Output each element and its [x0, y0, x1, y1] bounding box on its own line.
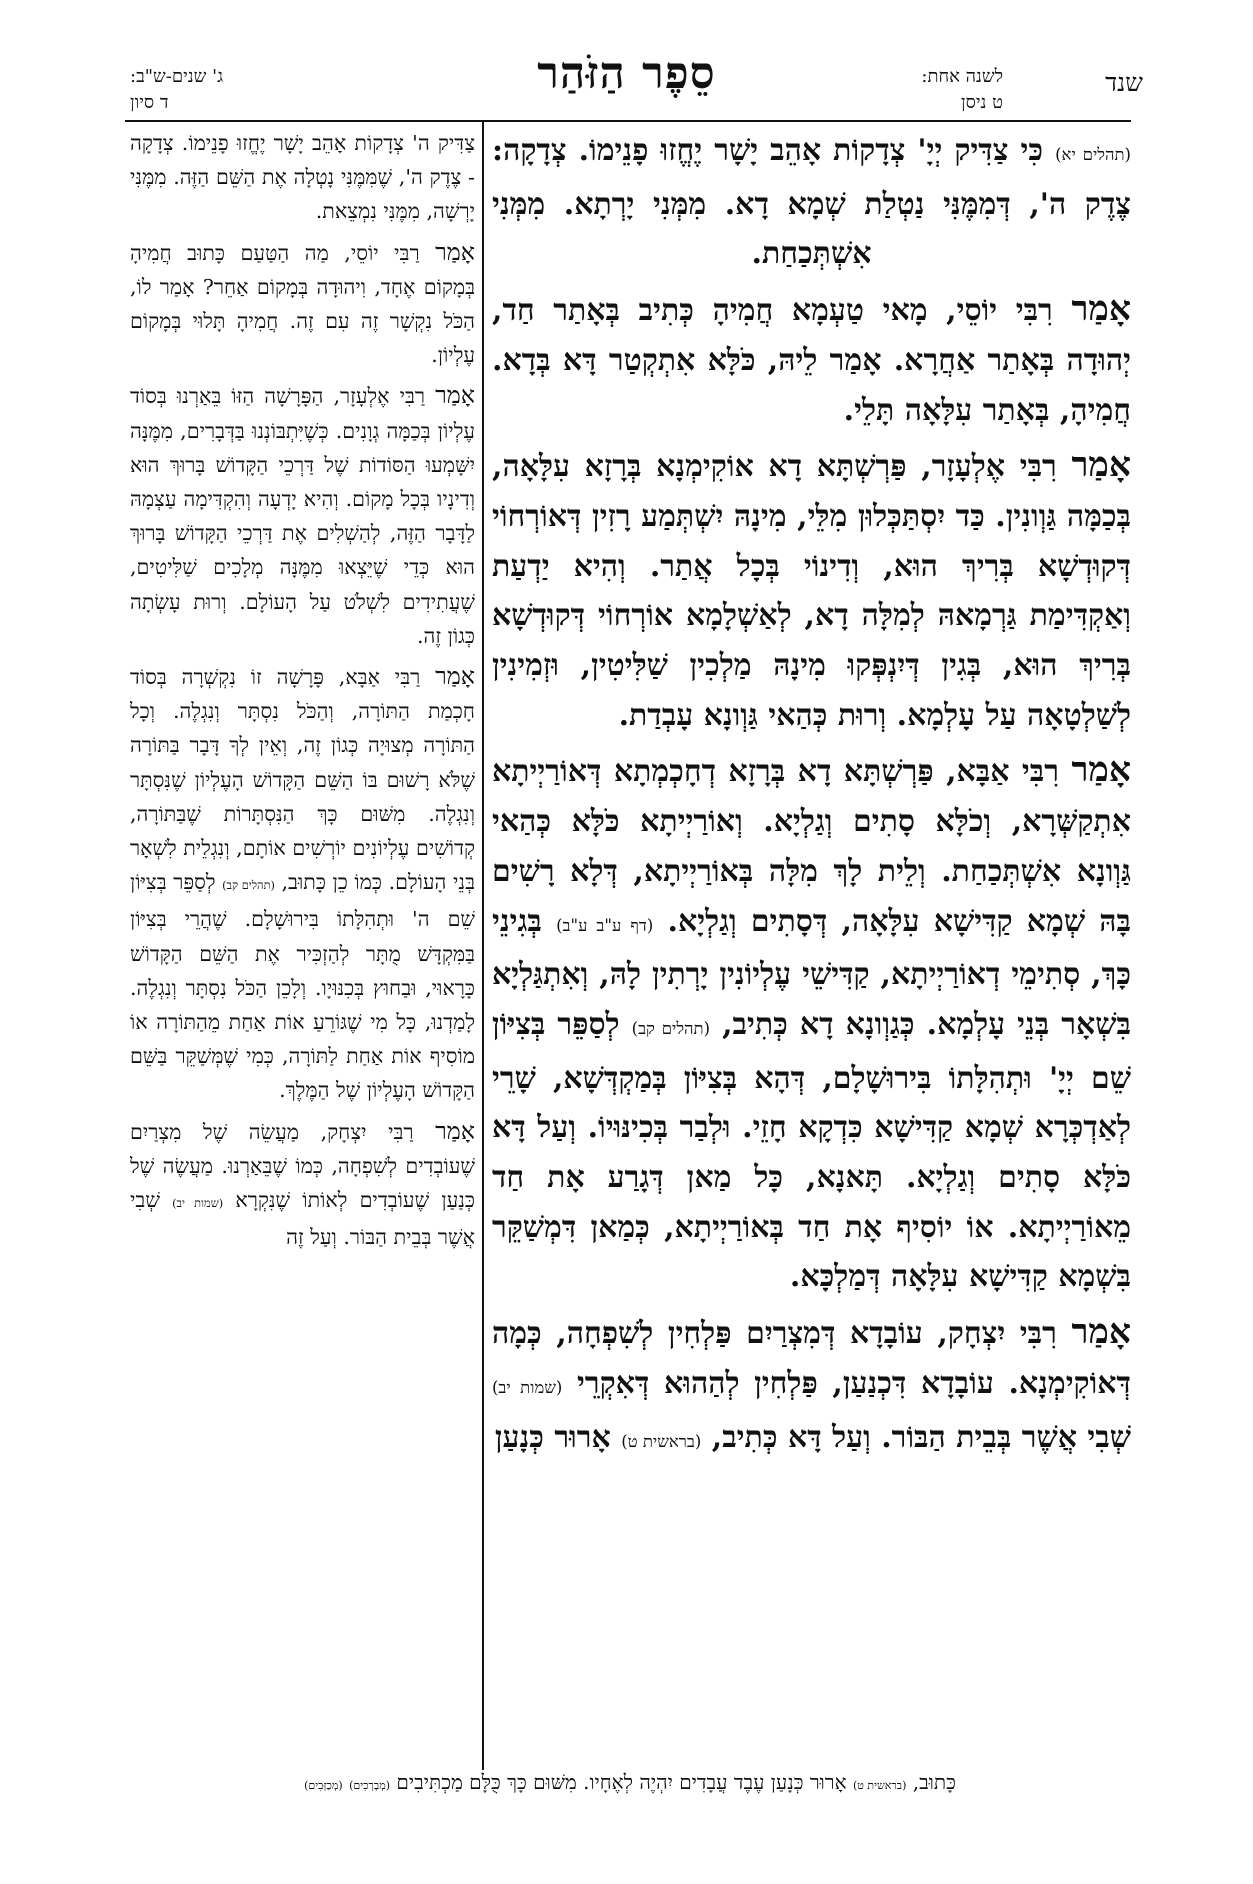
paragraph-text: אָרוּר כְּנָעַן	[494, 1419, 611, 1455]
paragraph-text: בְּגִינֵי כָּךְ, סְתִימֵי דְאוֹרַיְיתָא, קַדִּישֵׁי עֶלְיוֹנִין יָרְתִין לָהּ, וְאִתְגַּלְיָא בִּשְׁאָר בְּנֵי עָלְמָא. כְּגַוְונָא דָא כְּתִיב,	[492, 903, 1131, 1042]
side-paragraph	[130, 235, 475, 373]
verse-reference: (בראשית ט)	[621, 1431, 702, 1451]
verse-reference: (תהלים קב)	[631, 1018, 711, 1038]
side-paragraph	[130, 659, 475, 1108]
paragraph-text: שְׁבִי אֲשֶׁר בְּבֵית הַבּוֹר. וְעַל דָּא כְּתִיב,	[711, 1419, 1131, 1455]
main-paragraph	[492, 441, 1131, 740]
verse-reference: (תהלים יא)	[1055, 145, 1131, 164]
aramaic-column	[492, 126, 1131, 1766]
header-cycle-date: ד סיון	[130, 92, 169, 113]
header-cycle-label: ג' שנים-ש"ב:	[130, 66, 224, 87]
column-divider	[482, 120, 484, 1770]
paragraph-text: רַבִּי יִצְחָק, מַעֲשֵׂה שֶׁל מִצְרַיִם שֶׁעוֹבְדִים לְשִׁפְחָה, כְּמוֹ שֶׁבֵּאַרְנוּ. מַעֲשֶׂה שֶׁל כְּנַעַן שֶׁעוֹבְדִים לְאוֹתוֹ שֶׁנִּקְרָא	[130, 1119, 475, 1213]
paragraph-opener: אָמַר	[1071, 1312, 1131, 1353]
paragraph-text: לְסַפֵּר בְּצִיּוֹן שֵׁם יְיָ' וּתְהִלָּתוֹ בִּירוּשָׁלָם, דְּהָא בְּצִיּוֹן בְּמַקְדְּשָׁא, שָׁרֵי לְאַדְכְּרָא שְׁמָא קַדִּישָׁא כִּדְקָא חָזֵי. וּלְבַר בְּכִינּוּיוֹ. וְעַל דָּא כֹּלָּא סָתִים וְגַלְיָא. תָּאנָא, כָּל מַאן דְּגָרַע אָת חַד מֵאוֹרַיְיתָא. אוֹ יוֹסִיף אָת חַד בְּאוֹרַיְיתָא, כְּמַאן דִּמְשַׁקֵּר בִּשְׁמָא קַדִּישָׁא עִלָּאָה דְּמַלְכָּא.	[492, 1006, 1131, 1295]
paragraph-opener: אָמַר	[1071, 289, 1131, 330]
paragraph-text: רִבִּי אַבָּא, פַּרְשְׁתָּא דָא בְּרָזָא דְחָכְמְתָא דְּאוֹרַיְיתָא אִתְקַשְּׁרָא, וְכֹלָּא סָתִים וְגַלְיָא. וְאוֹרַיְיתָא כֹּלָּא כְּהַאי גַּוְונָא אִשְׁתְּכַחַת. וְלֵית לָךְ מִלָּה בְּאוֹרַיְיתָא, דְּלָא רָשִׁים בָּהּ שְׁמָא קַדִּישָׁא עִלָּאָה, דְּסָתִים וְגַלְיָא.	[492, 754, 1131, 939]
paragraph-text: רִבִּי יִצְחָק, עוֹבָדָא דְּמִצְרַיִם פַּלְחִין לְשִׁפְחָה, כְּמָה דְּאוֹקִימְנָא. עוֹבָדָא דִּכְנַעַן, פַּלְחִין לְהַהוּא דְּאִקְרֵי	[492, 1316, 1131, 1401]
variant-note: (מְבָרְכִים)	[349, 1779, 391, 1792]
paragraph-text: צַדִּיק ה' צְדָקוֹת אָהֵב יָשָׁר יֶחֱזוּ פָנֵימוֹ. צְדָקָה - צֶדֶק ה', שֶׁמִּמֶּנִּי נָטְלָה אֶת הַשֵּׁם הַזֶּה. מִמֶּנִּי יָרְשָׁה, מִמֶּנִּי נִמְצֵאת.	[130, 131, 475, 224]
paragraph-text: רִבִּי אֶלְעָזָר, פַּרְשְׁתָּא דָא אוֹקִימְנָא בְּרָזָא עִלָּאָה, בְּכַמָּה גַּוְונִין. כַּד יִסְתַּכְּלוּן מִלֵּי, מִינָהּ יִשְׁתְּמַע רָזִין דְּאוֹרְחוֹי דְּקוּדְשָׁא בְּרִיךְ הוּא, וְדִינוֹי בְּכָל אֲתַר. וְהִיא יַדְעַת וְאַקְדִּימַת גַּרְמָאהּ לְמִלָּה דָא, לְאַשְׁלָמָא אוֹרְחוֹי דְּקוּדְשָׁא בְּרִיךְ הוּא, בְּגִין דְּיִנְפְּקוּ מִינָהּ מַלְכִין שַׁלִּיטִין, וּזְמִינִין לְשַׁלְטָאָה עַל עָלְמָא. וְרוּת כְּהַאי גַּוְונָא עָבְדַת.	[492, 449, 1131, 733]
folio-reference: (דף ע"ב ע"ב)	[556, 915, 654, 935]
paragraph-text: רַבִּי יוֹסֵי, מַה הַטַּעַם כָּתוּב חֲמִיהָ בְּמָקוֹם אֶחָד, וִיהוּדָה בְּמָקוֹם אַחֵר? אָמַר לוֹ, הַכֹּל נִקְשָׁר זֶה עִם זֶה. חֲמִיהָ תָּלוּי בְּמָקוֹם עֶלְיוֹן.	[130, 240, 475, 368]
paragraph-opener: אָמַר	[435, 381, 475, 410]
verse-reference: (שמות יב)	[172, 1196, 224, 1211]
paragraph-text: רַבִּי אֶלְעָזָר, הַפָּרָשָׁה הַזּוֹ בֵּאַרְנוּ בְּסוֹד עֶלְיוֹן בְּכַמָּה גְוָנִים. כְּשֶׁיִּתְבּוֹנְנוּ בַּדְּבָרִים, מִמֶּנָּה יִשָּׁמְעוּ הַסּוֹדוֹת שֶׁל דַּרְכֵי הַקָּדוֹשׁ בָּרוּךְ הוּא וְדִינָיו בְּכָל מָקוֹם. וְהִיא יָדְעָה וְהִקְדִּימָה עַצְמָהּ לַדָּבָר הַזֶּה, לְהַשְׁלִים אֶת דַּרְכֵי הַקָּדוֹשׁ בָּרוּךְ הוּא כְּדֵי שֶׁיֵּצְאוּ מִמֶּנָּה מְלָכִים שַׁלִּיטִים, שֶׁעֲתִידִים לִשְׁלֹט עַל הָעוֹלָם. וְרוּת עָשְׂתָה כְּגוֹן זֶה.	[130, 384, 475, 648]
main-paragraph	[492, 126, 1131, 279]
footer-text: אָרוּר כְּנָעַן עֶבֶד עֲבָדִים יִהְיֶה לְאֶחָיו. מִשּׁוּם כָּךְ כֻּלָּם מַכְתִּיבִים	[396, 1770, 847, 1794]
paragraph-text: כִּי צַדִּיק יְיָ' צְדָקוֹת אָהֵב יָשָׁר יֶחֱזוּ פָנֵימוֹ. צְדָקָה: צֶדֶק ה', דְּמִמֶּנִּי נַטְלַת שְׁמָא דָא. מִמְּנִי יָרְתָא. מִמְּנִי אִשְׁתְּכַחַת.	[492, 133, 1131, 272]
verse-reference: (תהלים קב)	[222, 878, 275, 893]
header-schedule-label: לשנה אחת:	[921, 66, 1003, 87]
paragraph-text: לְסַפֵּר בְּצִיּוֹן שֵׁם ה' וּתְהִלָּתוֹ בִּירוּשָׁלָם. שֶׁהֲרֵי בְּצִיּוֹן בַּמִּקְדָּשׁ מֻתָּר לְהַזְכִּיר אֶת הַשֵּׁם הַקָּדוֹשׁ כָּרָאוּי, וּבַחוּץ בְּכִנּוּיָו. וְלָכֵן הַכֹּל נִסְתָּר וְנִגְלֶה. לָמַדְנוּ, כָּל מִי שֶׁגּוֹרֵעַ אוֹת אַחַת מֵהַתּוֹרָה אוֹ מוֹסִיף אוֹת אַחַת לַתּוֹרָה, כְּמִי שֶׁמְּשַׁקֵּר בַּשֵּׁם הַקָּדוֹשׁ הָעֶלְיוֹן שֶׁל הַמֶּלֶךְ.	[130, 870, 475, 1103]
hebrew-column	[130, 126, 475, 1766]
paragraph-text: רִבִּי יוֹסֵי, מָאי טַעְמָא חֲמִיהָ כְּתִיב בְּאָתַר חַד, יְהוּדָה בְּאָתַר אַחֲרָא. אָמַר לֵיהּ, כֹּלָּא אִתְקְטַר דָּא בְּדָא. חֲמִיהָ, בְּאָתַר עִלָּאָה תָּלֵי.	[492, 293, 1131, 428]
side-paragraph	[130, 126, 475, 229]
main-paragraph	[492, 746, 1131, 1302]
header-schedule-date: ט ניסן	[961, 92, 1003, 113]
main-paragraph	[492, 1308, 1131, 1466]
paragraph-opener: אָמַר	[1071, 750, 1131, 791]
verse-reference: (בראשית ט)	[852, 1779, 907, 1792]
variant-note: (מְכַזְּבִים)	[304, 1779, 343, 1792]
page-number: שנד	[1105, 68, 1143, 97]
paragraph-opener: אָמַר	[435, 1116, 475, 1145]
paragraph-text: רַבִּי אַבָּא, פָּרָשָׁה זוֹ נִקְשְׁרָה בְּסוֹד חָכְמַת הַתּוֹרָה, וְהַכֹּל נִסְתָּר וְנִגְלֶה. וְכָל הַתּוֹרָה מְצוּיָה כְּגוֹן זֶה, וְאֵין לְךָ דָּבָר בַּתּוֹרָה שֶׁלֹּא רָשׁוּם בּוֹ הַשֵּׁם הַקָּדוֹשׁ הָעֶלְיוֹן שֶׁנִּסְתָּר וְנִגְלֶה. מִשּׁוּם כָּךְ הַנִּסְתָּרוֹת שֶׁבַּתּוֹרָה, קְדוֹשִׁים עֶלְיוֹנִים יוֹרְשִׁים אוֹתָם, וְנִגְלֵית לִשְׁאָר בְּנֵי הָעוֹלָם. כְּמוֹ כֵן כָּתוּב,	[130, 665, 475, 895]
book-title: סֵפֶר הַזֹּהַר	[537, 48, 716, 99]
paragraph-opener: אָמַר	[435, 662, 475, 691]
header-divider	[125, 120, 1131, 122]
footer-prefix: כָּתוּב,	[912, 1770, 956, 1794]
paragraph-opener: אָמַר	[1071, 445, 1131, 486]
paragraph-text: שְׁבִי אֲשֶׁר בְּבֵית הַבּוֹר. וְעַל זֶה	[130, 1188, 475, 1250]
verse-reference: (שמות יב)	[492, 1377, 563, 1397]
main-paragraph	[492, 285, 1131, 435]
paragraph-opener: אָמַר	[435, 237, 475, 266]
side-paragraph	[130, 1114, 475, 1255]
footer-continuation	[125, 1770, 1135, 1795]
side-paragraph	[130, 378, 475, 653]
